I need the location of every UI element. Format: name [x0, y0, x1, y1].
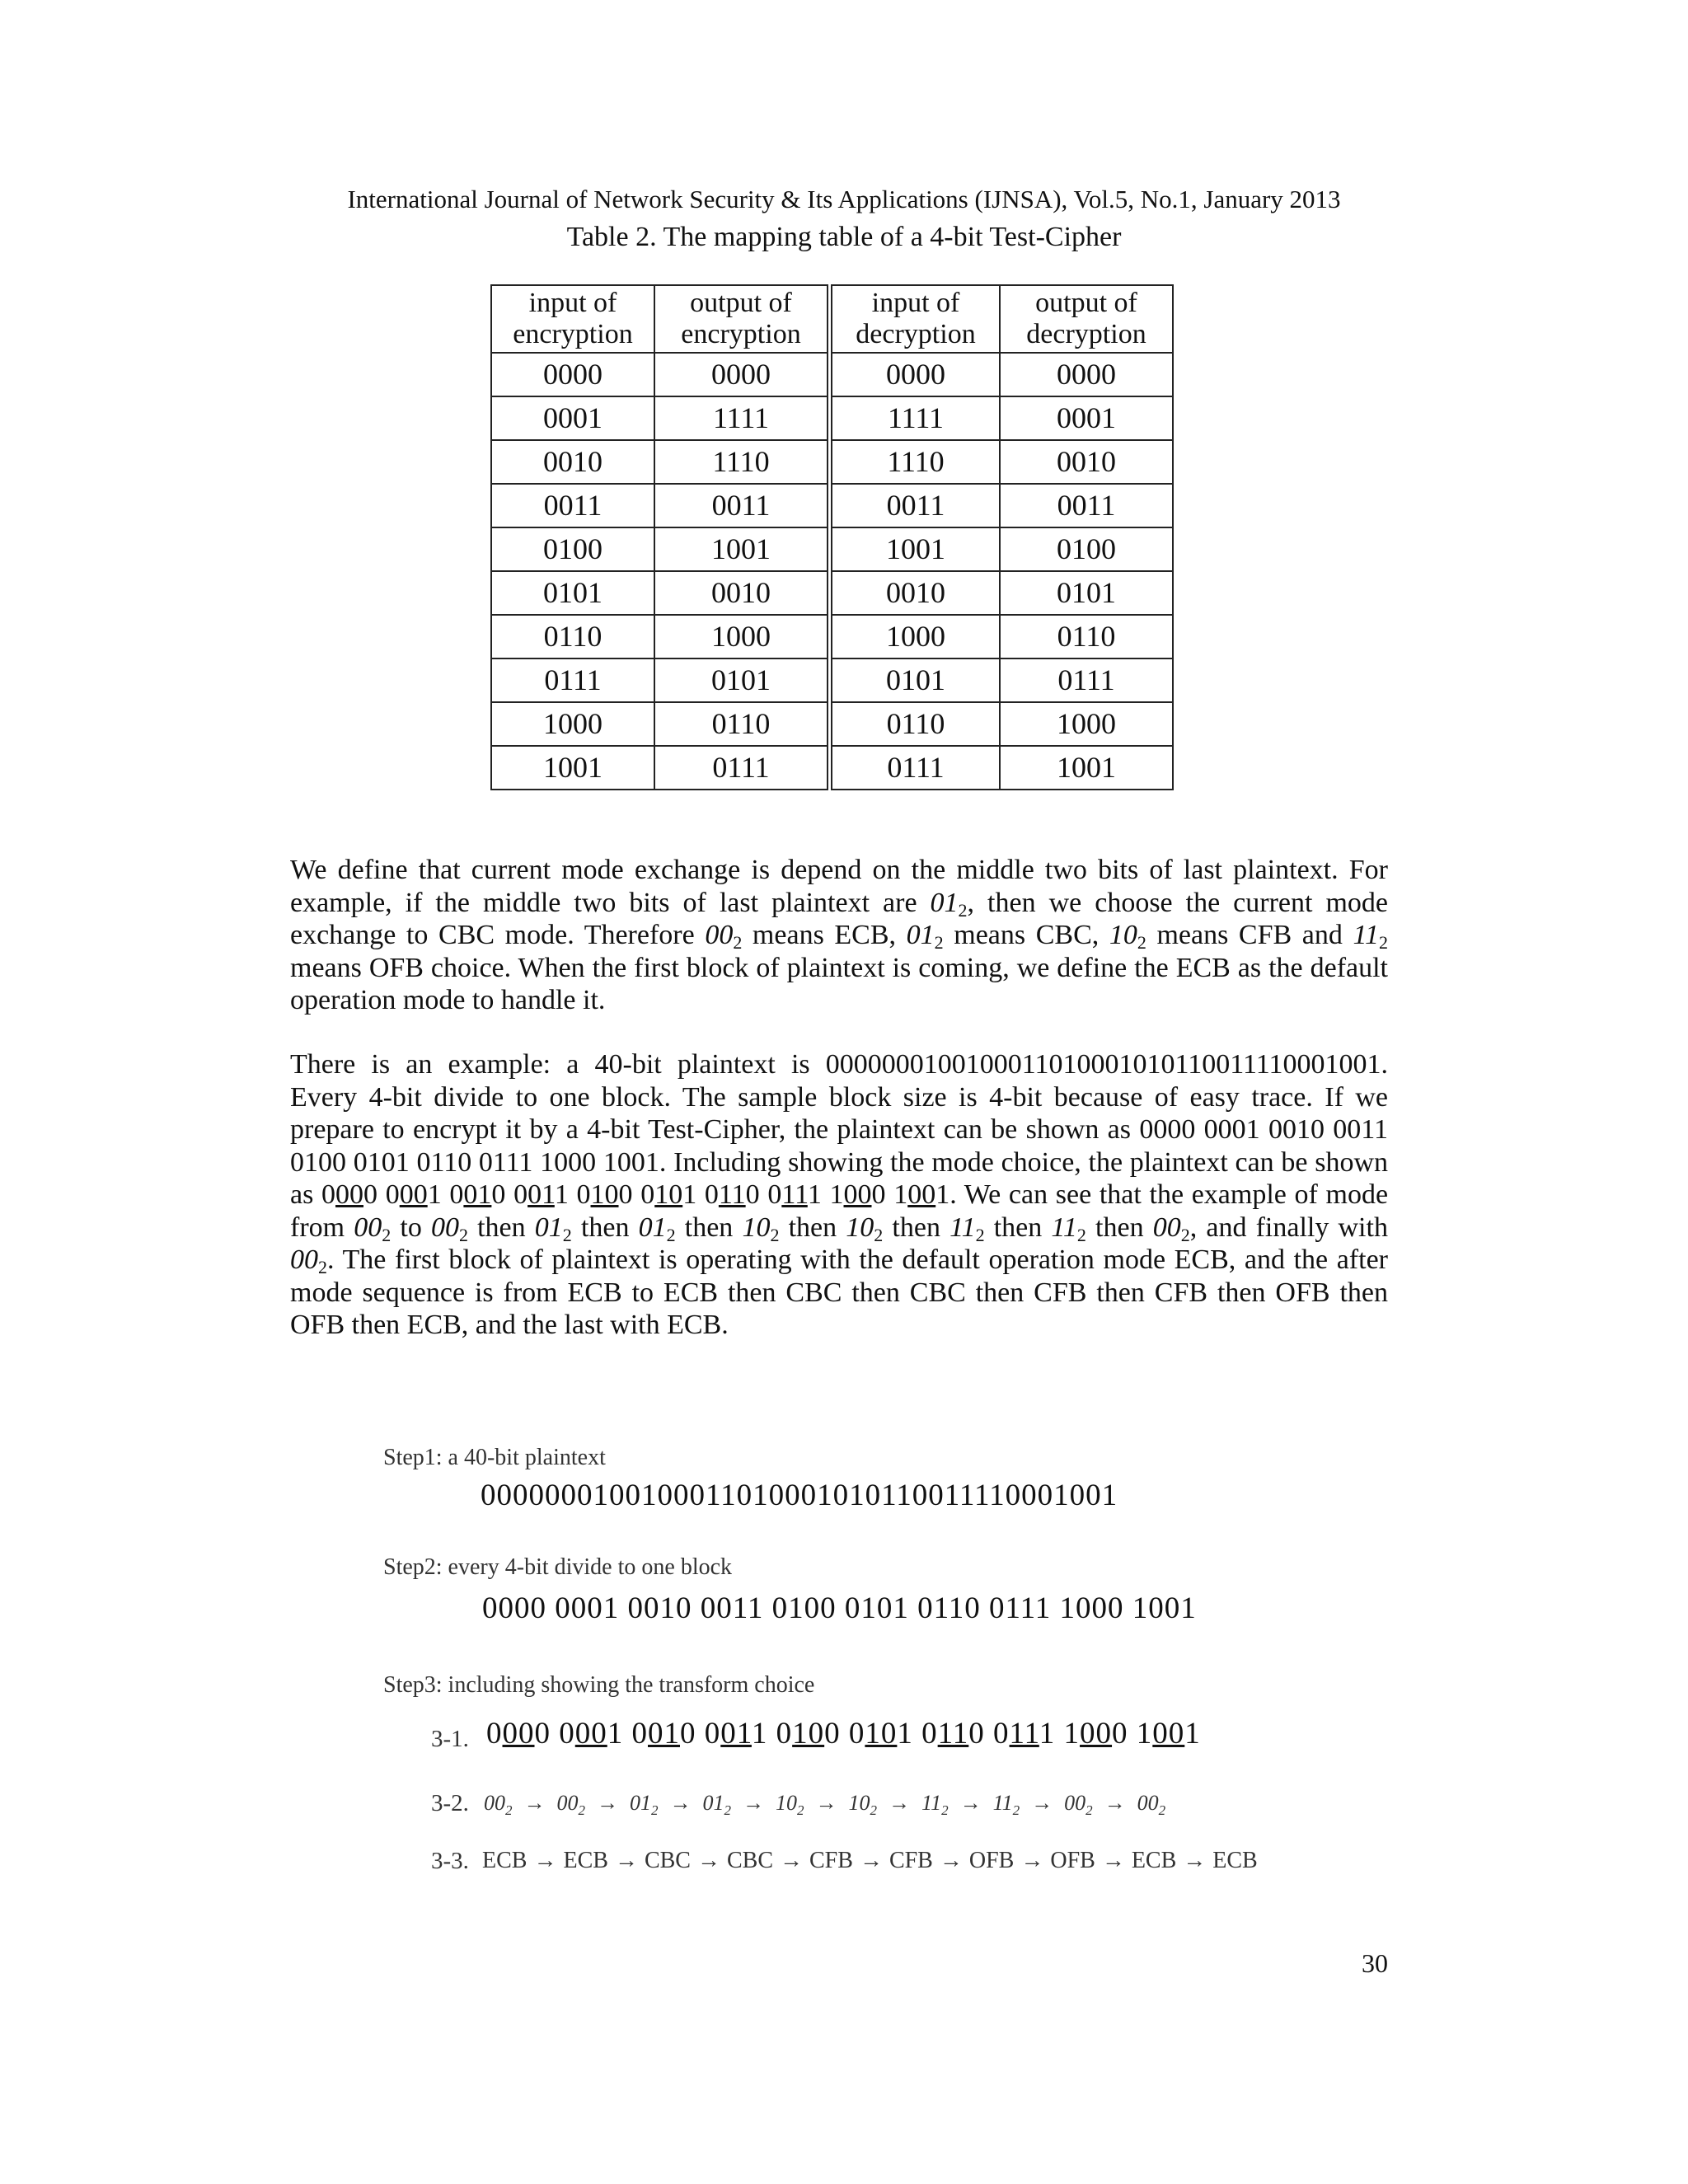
block-bit: 0 — [680, 1717, 696, 1750]
block-bit: 0 — [640, 1179, 655, 1210]
underlined-blocks — [321, 1179, 950, 1210]
block-bit: 1 — [829, 1179, 844, 1210]
header-output-encryption: output of encryption — [654, 285, 830, 353]
block-bit: 0 — [576, 1179, 591, 1210]
block-bit: 0 — [385, 1179, 400, 1210]
table-cell: 0001 — [1000, 396, 1173, 440]
mode-bits: 11 — [937, 1717, 969, 1750]
table-header-row — [491, 285, 1173, 353]
mode-name: CBC — [726, 1848, 773, 1873]
subscript: 2 — [797, 1802, 804, 1818]
arrow-icon: → — [1020, 1848, 1044, 1873]
mode-bit-value: 00 — [1137, 1791, 1159, 1815]
table-cell: 1001 — [1000, 746, 1173, 790]
arrow-icon: → — [1031, 1791, 1053, 1815]
table-cell: 0100 — [1000, 527, 1173, 571]
block-bit: 1 — [807, 1179, 822, 1210]
block-bit: 1 — [935, 1179, 950, 1210]
mode-bits: 10 — [865, 1717, 898, 1750]
table-row — [491, 658, 1173, 702]
block-bit: 1 — [751, 1717, 768, 1750]
mode-bits: 01 — [528, 1179, 555, 1210]
arrow-icon: → — [939, 1848, 963, 1873]
block-bit: 1 — [1039, 1717, 1056, 1750]
mode-bit-value: 01 — [702, 1791, 724, 1815]
block-bit: 1 — [897, 1717, 913, 1750]
block-bit: 0 — [848, 1717, 865, 1750]
page-number: 30 — [1362, 1948, 1388, 1978]
header-input-encryption: input of encryption — [491, 285, 654, 353]
mode-bits: 00 — [502, 1717, 535, 1750]
block-bit: 0 — [824, 1717, 841, 1750]
arrow-icon: → — [597, 1791, 618, 1815]
mode-bit-value: 10 — [848, 1791, 870, 1815]
block-bit: 0 — [534, 1717, 551, 1750]
block-bit: 0 — [871, 1179, 886, 1210]
step3-2-mode-bits — [484, 1788, 1165, 1818]
arrow-icon: → — [533, 1848, 557, 1873]
table-cell: 0011 — [491, 484, 654, 527]
block — [705, 1717, 768, 1750]
subscript: 2 — [651, 1802, 659, 1818]
table-cell: 0110 — [830, 702, 1001, 746]
table-caption: Table 2. The mapping table of a 4-bit Test-Cipher — [566, 222, 1122, 252]
table-row — [491, 746, 1173, 790]
block-bit: 1 — [554, 1179, 569, 1210]
table-cell: 0000 — [654, 353, 830, 396]
mode-name: ECB — [563, 1848, 608, 1873]
arrow-icon: → — [743, 1791, 764, 1815]
table-row — [491, 440, 1173, 484]
table-row — [491, 396, 1173, 440]
step1-value: 0000000100100011010001010110011110001001 — [481, 1479, 1118, 1512]
mode-bits: 11 — [718, 1179, 746, 1210]
subscript: 2 — [505, 1802, 513, 1818]
block — [705, 1179, 760, 1210]
running-header: International Journal of Network Security & Its Applications (IJNSA), Vol.5, No.1, January 2013 — [347, 185, 1341, 213]
subscript: 2 — [870, 1802, 877, 1818]
block-bit: 1 — [1063, 1717, 1081, 1750]
block-bit: 0 — [513, 1179, 528, 1210]
block — [767, 1179, 821, 1210]
block-bit: 0 — [921, 1717, 938, 1750]
mode-bit-value: 00 — [1064, 1791, 1086, 1815]
table-row — [491, 353, 1173, 396]
table-cell: 0101 — [830, 658, 1001, 702]
mode-bits: 00 — [399, 1179, 428, 1210]
mode-name: CBC — [644, 1848, 691, 1873]
mode-bits: 00 — [843, 1179, 872, 1210]
subscript: 2 — [1158, 1802, 1166, 1818]
mode-name: ECB — [1212, 1848, 1258, 1873]
block-bit: 0 — [968, 1717, 985, 1750]
table-cell: 1000 — [491, 702, 654, 746]
mode-name: CFB — [809, 1848, 853, 1873]
table-cell: 1110 — [830, 440, 1001, 484]
block-bit: 0 — [704, 1179, 719, 1210]
table-row — [491, 527, 1173, 571]
step3-3-modes — [482, 1846, 1258, 1876]
block-bit: 1 — [607, 1717, 624, 1750]
block-bit: 0 — [363, 1179, 378, 1210]
block-bit: 0 — [631, 1717, 648, 1750]
arrow-icon: → — [889, 1791, 910, 1815]
block — [559, 1717, 623, 1750]
table-cell: 1001 — [491, 746, 654, 790]
table-cell: 1000 — [830, 615, 1001, 658]
arrow-icon: → — [696, 1848, 720, 1873]
table-cell: 0011 — [830, 484, 1001, 527]
table-row — [491, 702, 1173, 746]
mapping-table — [490, 284, 1174, 790]
arrow-icon: → — [959, 1791, 982, 1815]
block — [1137, 1717, 1201, 1750]
arrow-icon: → — [614, 1848, 638, 1873]
step1-label: Step1: a 40-bit plaintext — [383, 1445, 606, 1470]
table-cell: 0001 — [491, 396, 654, 440]
block — [632, 1717, 696, 1750]
mode-bits: 00 — [335, 1179, 364, 1210]
block — [577, 1179, 633, 1210]
table-cell: 0100 — [491, 527, 654, 571]
block — [513, 1179, 569, 1210]
block-bit: 0 — [559, 1717, 575, 1750]
mode-bits: 10 — [590, 1179, 619, 1210]
table-cell: 0010 — [491, 440, 654, 484]
step3-1-blocks — [486, 1717, 1201, 1751]
table-cell: 1001 — [654, 527, 830, 571]
mode-bits: 00 — [1080, 1717, 1113, 1750]
block-bit: 1 — [682, 1179, 697, 1210]
table-cell: 0111 — [830, 746, 1001, 790]
table-cell: 1111 — [830, 396, 1001, 440]
mode-bit-value: 00 — [484, 1791, 505, 1815]
block — [386, 1179, 442, 1210]
table-cell: 0110 — [1000, 615, 1173, 658]
block-bit: 1 — [893, 1179, 908, 1210]
block-bit: 0 — [449, 1179, 464, 1210]
table-cell: 1000 — [1000, 702, 1173, 746]
subscript: 2 — [578, 1802, 585, 1818]
mode-bits: 00 — [574, 1717, 607, 1750]
arrow-icon: → — [815, 1791, 837, 1815]
mode-bits: 01 — [648, 1717, 680, 1750]
table-row — [491, 571, 1173, 615]
block-bit: 0 — [993, 1717, 1010, 1750]
arrow-icon: → — [859, 1848, 883, 1873]
mode-name: OFB — [1050, 1848, 1095, 1873]
table-cell: 0111 — [654, 746, 830, 790]
mode-bits: 00 — [907, 1179, 936, 1210]
table-cell: 0010 — [654, 571, 830, 615]
subscript: 2 — [1085, 1802, 1093, 1818]
table-cell: 0110 — [654, 702, 830, 746]
table-cell: 1110 — [654, 440, 830, 484]
table-cell: 0101 — [1000, 571, 1173, 615]
arrow-icon: → — [523, 1791, 546, 1815]
subscript: 2 — [941, 1802, 949, 1818]
mode-name: ECB — [1131, 1848, 1177, 1873]
mode-bit-value: 11 — [992, 1791, 1013, 1815]
block — [321, 1179, 377, 1210]
block — [893, 1179, 950, 1210]
table-cell: 0010 — [1000, 440, 1173, 484]
block — [449, 1179, 505, 1210]
block-bit: 0 — [491, 1179, 506, 1210]
table-cell: 0011 — [1000, 484, 1173, 527]
step3-1-label: 3-1. — [431, 1726, 469, 1752]
subscript: 2 — [1012, 1802, 1020, 1818]
step2-value: 0000 0001 0010 0011 0100 0101 0110 0111 1000 1001 — [482, 1591, 1197, 1625]
block — [640, 1179, 696, 1210]
mode-bits: 01 — [463, 1179, 492, 1210]
table-cell: 1001 — [830, 527, 1001, 571]
block-bit: 0 — [745, 1179, 760, 1210]
table-cell: 0000 — [491, 353, 654, 396]
mode-bit-value: 01 — [630, 1791, 651, 1815]
table-cell: 0000 — [830, 353, 1001, 396]
table-cell: 0011 — [654, 484, 830, 527]
mode-name: OFB — [968, 1848, 1015, 1873]
header-output-decryption: output of decryption — [1000, 285, 1173, 353]
table-cell: 0010 — [830, 571, 1001, 615]
header-input-decryption: input of decryption — [830, 285, 1001, 353]
block-bit: 1 — [1136, 1717, 1153, 1750]
block-bit: 0 — [1112, 1717, 1128, 1750]
arrow-icon: → — [780, 1848, 803, 1873]
table-cell: 0111 — [491, 658, 654, 702]
mode-bit-value: 11 — [921, 1791, 942, 1815]
table-cell: 0111 — [1000, 658, 1173, 702]
mode-bits: 11 — [1009, 1717, 1039, 1750]
table-cell: 0000 — [1000, 353, 1173, 396]
table-row — [491, 615, 1173, 658]
block — [849, 1717, 913, 1750]
arrow-icon: → — [1101, 1848, 1125, 1873]
mode-bits: 00 — [1152, 1717, 1185, 1750]
mode-name: CFB — [889, 1848, 933, 1873]
step3-3-label: 3-3. — [431, 1848, 469, 1874]
block — [921, 1717, 985, 1750]
block-bit: 0 — [486, 1717, 503, 1750]
mode-bits: 11 — [781, 1179, 808, 1210]
subscript: 2 — [724, 1802, 731, 1818]
mode-bits: 10 — [792, 1717, 825, 1750]
block-bit: 0 — [321, 1179, 336, 1210]
table-cell: 0101 — [654, 658, 830, 702]
step3-2-label: 3-2. — [431, 1790, 469, 1816]
arrow-icon: → — [1183, 1848, 1207, 1873]
block-bit: 0 — [618, 1179, 633, 1210]
arrow-icon: → — [1104, 1791, 1126, 1815]
step2-label: Step2: every 4-bit divide to one block — [383, 1554, 733, 1580]
block-bit: 1 — [427, 1179, 442, 1210]
block — [486, 1717, 551, 1750]
block-bit: 1 — [1184, 1717, 1201, 1750]
paragraph-mode-definition: We define that current mode exchange is depend on the middle two bits of last plaintext. For example, if the middle two bits of last plaintext are $01_2$, then we choose the current mode exchange to CBC mode. Therefore $00_2$ means ECB, $01_2$ means CBC, $10_2$ means CFB and $11_2$ means OFB choice. When the first block of plaintext is coming, we define the ECB as the default operation mode to handle it. — [290, 855, 1388, 1015]
mode-bits: 10 — [654, 1179, 683, 1210]
block — [776, 1717, 841, 1750]
block-bit: 0 — [704, 1717, 721, 1750]
block-bit: 0 — [767, 1179, 782, 1210]
block — [830, 1179, 886, 1210]
table-cell: 0110 — [491, 615, 654, 658]
mode-bits: 01 — [720, 1717, 752, 1750]
table-cell: 0101 — [491, 571, 654, 615]
block — [993, 1717, 1055, 1750]
arrow-icon: → — [669, 1791, 692, 1815]
paragraph-example: There is an example: a 40-bit plaintext is 0000000100100011010001010110011110001001. Every 4-bit divide to one block. The sample block size is 4-bit because of easy trace. If we prepare to encrypt it by a 4-bit Test-Cipher, the plaintext can be shown as 0000 0001 0010 0011 0100 0101 0110 0111 1000 1001. Including showing the mode choice, the plaintext can be shown as 0000 0001 0010 0011 0100 0101 0110 0111 1000 1001. We can see that the example of mode from $00_2$ to $00_2$ then $01_2$ then $01_2$ then $10_2$ then $10_2$ then $11_2$ then $11_2$ then $00_2$, and finally with $00_2$. The first block of plaintext is operating with the default operation mode ECB, and the after mode sequence is from ECB to ECB then CBC then CBC then CFB then CFB then OFB then OFB then ECB, and the last with ECB. — [290, 1049, 1389, 1340]
mode-bit-value: 00 — [556, 1791, 579, 1815]
block — [1064, 1717, 1128, 1750]
step3-label: Step3: including showing the transform choice — [383, 1672, 815, 1698]
table-cell: 1000 — [654, 615, 830, 658]
mode-bit-value: 10 — [776, 1791, 797, 1815]
table-cell: 1111 — [654, 396, 830, 440]
table-row — [491, 484, 1173, 527]
block-bit: 0 — [776, 1717, 793, 1750]
mode-name: ECB — [482, 1848, 528, 1873]
